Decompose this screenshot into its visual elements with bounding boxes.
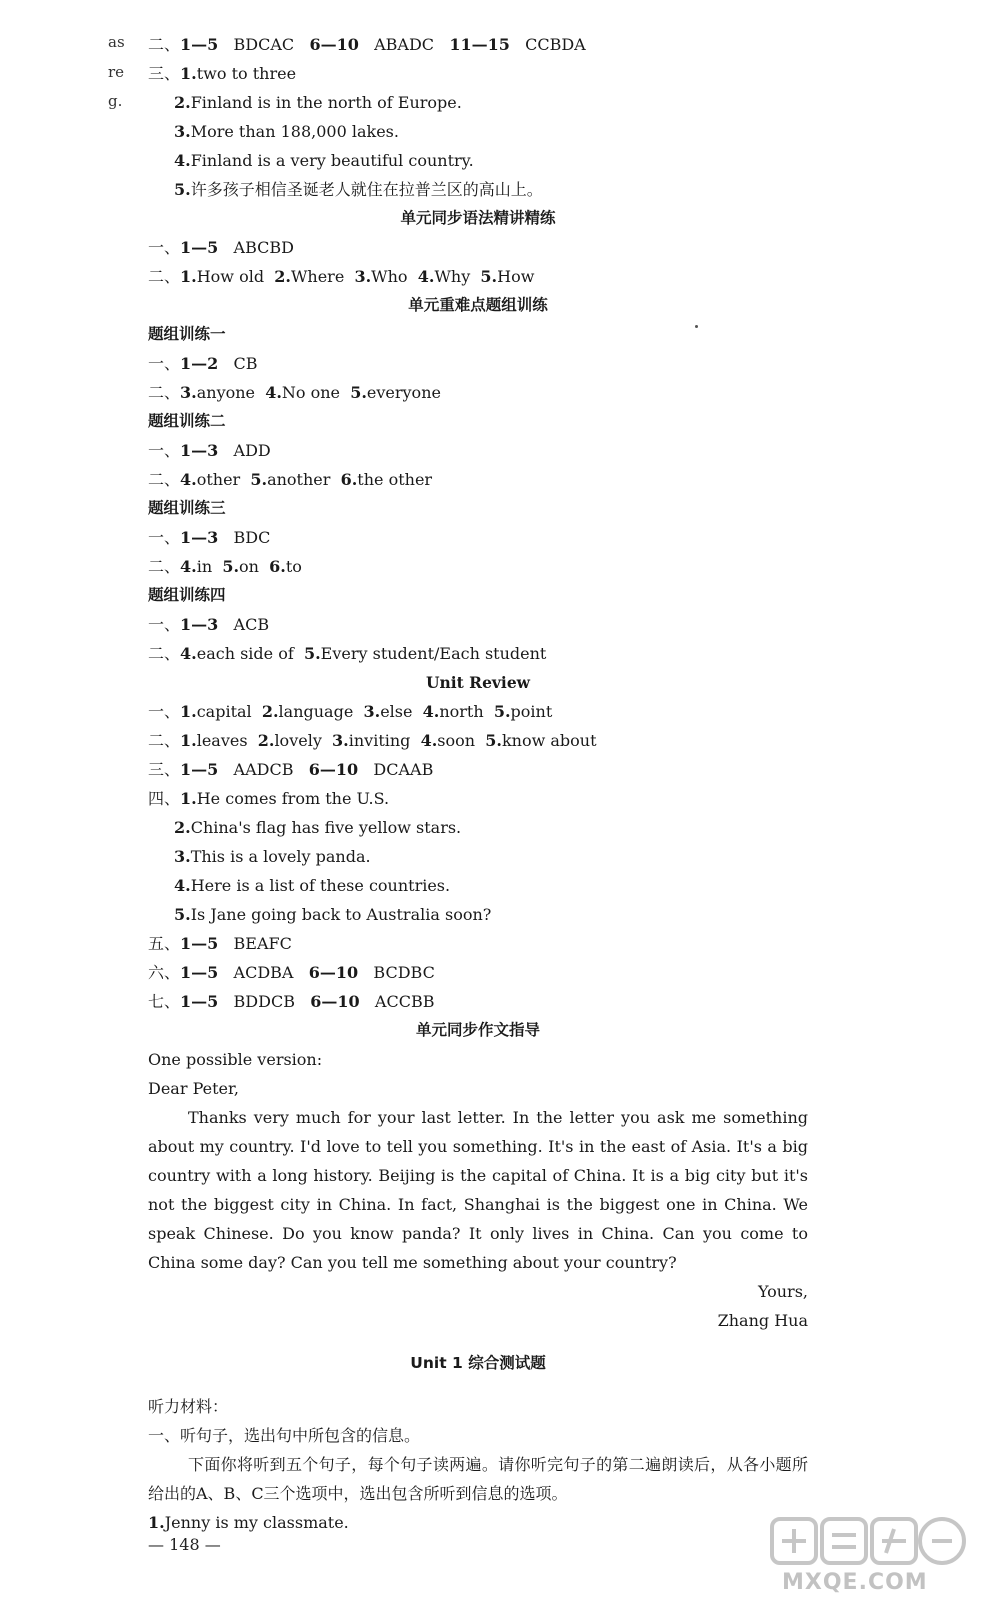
section-heading: Unit Review: [425, 673, 531, 692]
answer-line: 3.More than 188,000 lakes.: [174, 122, 399, 141]
answer-line: 5.许多孩子相信圣诞老人就住在拉普兰区的高山上。: [174, 180, 543, 199]
section-heading: 单元同步语法精讲精练: [400, 209, 556, 227]
listening-label: 听力材料：: [148, 1397, 229, 1416]
answer-line: 三、1.two to three: [148, 64, 297, 83]
answer-line: 4.Here is a list of these countries.: [174, 876, 451, 895]
answer-line: 5.Is Jane going back to Australia soon?: [174, 905, 492, 924]
group-heading: 题组训练四: [148, 586, 226, 604]
answer-line: 二、3.anyone 4.No one 5.everyone: [148, 383, 441, 402]
letter-body: Thanks very much for your last letter. In the letter you ask me something about my country. I'd love to tell you something. It's in the east of Asia. It's a big country with a long history. Beijing is the capital of China. It is a big city but it's not the biggest city in China. In fact, Shanghai is the biggest one in China. We speak Chinese. Do you know panda? It only lives in China. Can you come to China some day? Can you tell me something about your country?: [148, 1108, 808, 1272]
letter-closing: Yours,: [757, 1282, 808, 1301]
letter-signature: Zhang Hua: [717, 1311, 808, 1330]
answer-line: 2.Finland is in the north of Europe.: [174, 93, 462, 112]
answer-line: 二、4.other 5.another 6.the other: [148, 470, 433, 489]
writing-intro: One possible version:: [148, 1050, 323, 1069]
instructions-paragraph: 下面你将听到五个句子，每个句子读两遍。请你听完句子的第二遍朗读后，从各小题所给出的A、B、C三个选项中，选出包含所听到信息的选项。: [148, 1455, 808, 1503]
answer-line: 3.This is a lovely panda.: [174, 847, 371, 866]
answer-line: 一、1—3 BDC: [148, 528, 271, 547]
answer-line: 一、1—5 ABCBD: [148, 238, 294, 257]
answer-line: 二、1.How old 2.Where 3.Who 4.Why 5.How: [148, 267, 535, 286]
answer-line: 2.China's flag has five yellow stars.: [174, 818, 462, 837]
question-line: 1.Jenny is my classmate.: [148, 1513, 349, 1532]
answer-line: 七、1—5 BDDCB 6—10 ACCBB: [148, 992, 435, 1011]
answer-line: 六、1—5 ACDBA 6—10 BCDBC: [148, 963, 435, 982]
answer-page: [148, 30, 808, 1537]
answer-line: 二、4.each side of 5.Every student/Each student: [148, 644, 547, 663]
answer-line: 二、4.in 5.on 6.to: [148, 557, 302, 576]
answer-line: 一、1—3 ADD: [148, 441, 271, 460]
answer-line: 一、1—2 CB: [148, 354, 258, 373]
letter-greeting: Dear Peter,: [148, 1079, 239, 1098]
answer-line: 四、1.He comes from the U.S.: [148, 789, 390, 808]
test-title: Unit 1 综合测试题: [410, 1354, 546, 1372]
margin-fragment: as: [108, 33, 125, 51]
answer-line: 三、1—5 AADCB 6—10 DCAAB: [148, 760, 434, 779]
group-heading: 题组训练三: [148, 499, 226, 517]
watermark-logo-icon: [770, 1515, 970, 1570]
answer-line: 一、1—3 ACB: [148, 615, 270, 634]
section-instruction: 一、听句子，选出句中所包含的信息。: [148, 1426, 421, 1445]
group-heading: 题组训练一: [148, 325, 226, 343]
watermark: [770, 1515, 985, 1600]
section-heading: 单元同步作文指导: [415, 1021, 540, 1039]
answer-line: 4.Finland is a very beautiful country.: [174, 151, 474, 170]
answer-line: 二、1—5 BDCAC 6—10 ABADC 11—15 CCBDA: [148, 35, 586, 54]
page-number: — 148 —: [148, 1535, 221, 1554]
answer-line: 二、1.leaves 2.lovely 3.inviting 4.soon 5.know about: [148, 731, 597, 750]
answer-line: 五、1—5 BEAFC: [148, 934, 292, 953]
margin-fragment: re: [108, 63, 125, 81]
group-heading: 题组训练二: [148, 412, 226, 430]
answer-line: 一、1.capital 2.language 3.else 4.north 5.point: [148, 702, 553, 721]
section-heading: 单元重难点题组训练: [408, 296, 548, 314]
watermark-url: MXQE.COM: [782, 1570, 928, 1595]
margin-fragment: g.: [108, 92, 123, 110]
